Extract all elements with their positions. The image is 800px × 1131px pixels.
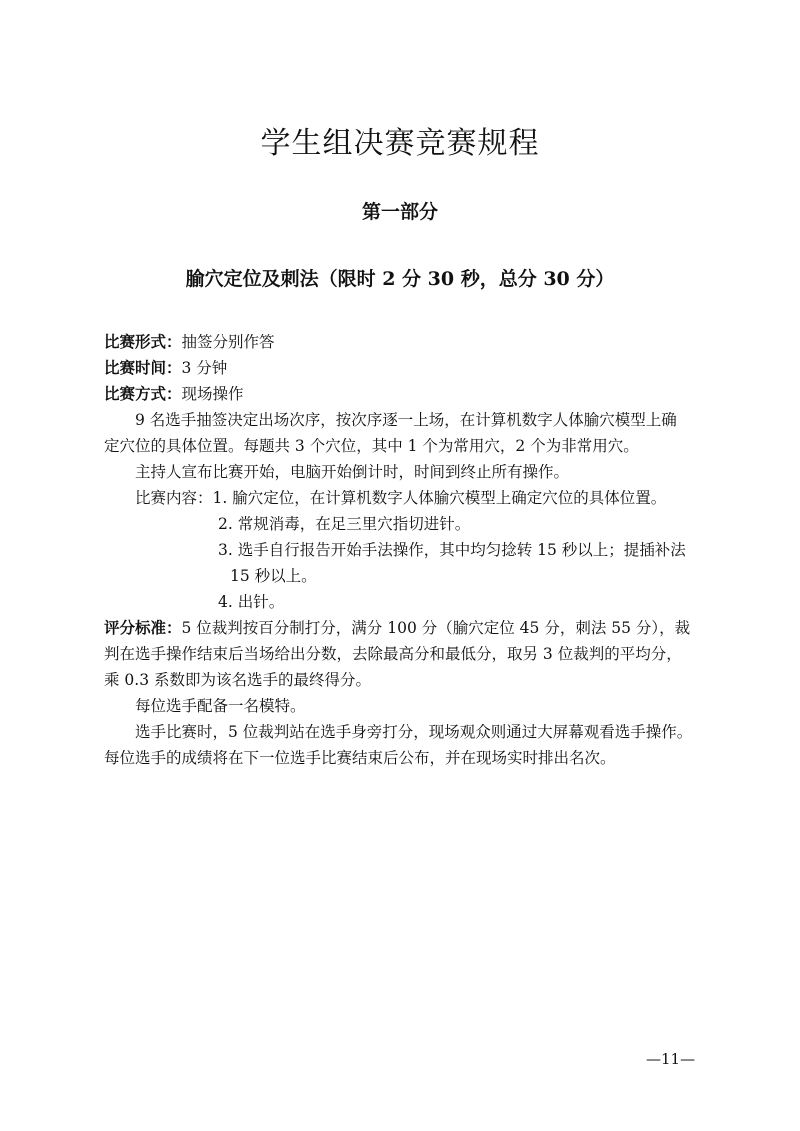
method-value: 现场操作 xyxy=(181,385,244,403)
time-line xyxy=(104,355,704,381)
format-value: 抽签分别作答 xyxy=(181,333,275,351)
time-label: 比赛时间： xyxy=(104,358,182,377)
method-line xyxy=(104,381,704,407)
paragraph-line: 定穴位的具体位置。每题共 3 个穴位，其中 1 个为常用穴，2 个为非常用穴。 xyxy=(104,437,639,455)
content-item: 3. 选手自行报告开始手法操作，其中均匀捻转 15 秒以上；提插补法 xyxy=(218,541,686,559)
part-heading: 第一部分 xyxy=(361,201,438,223)
scoring-text: 判在选手操作结束后当场给出分数，去除最高分和最低分，取另 3 位裁判的平均分， xyxy=(104,645,682,663)
content-label: 比赛内容： xyxy=(135,489,213,507)
scoring-text: 5 位裁判按百分制打分，满分 100 分（腧穴定位 45 分，刺法 55 分），裁 xyxy=(181,619,691,637)
scoring-line xyxy=(104,615,704,641)
content-item: 2. 常规消毒，在足三里穴指切进针。 xyxy=(218,515,471,533)
page-number: —11— xyxy=(646,1050,696,1068)
format-label: 比赛形式： xyxy=(104,332,182,351)
scoring-label: 评分标准： xyxy=(104,618,182,637)
paragraph-line: 9 名选手抽签决定出场次序，按次序逐一上场，在计算机数字人体腧穴模型上确 xyxy=(135,411,677,429)
page-title: 学生组决赛竞赛规程 xyxy=(260,126,540,161)
content-item: 15 秒以上。 xyxy=(230,567,317,585)
paragraph-line: 主持人宣布比赛开始，电脑开始倒计时，时间到终止所有操作。 xyxy=(135,463,570,481)
time-value: 3 分钟 xyxy=(181,359,228,377)
document-body xyxy=(104,329,704,771)
section-heading: 腧穴定位及刺法（限时 2 分 30 秒，总分 30 分） xyxy=(185,268,615,290)
method-label: 比赛方式： xyxy=(104,384,182,403)
content-item: 1. 腧穴定位，在计算机数字人体腧穴模型上确定穴位的具体位置。 xyxy=(212,489,667,507)
paragraph-line: 每位选手配备一名模特。 xyxy=(135,697,306,715)
paragraph-line: 选手比赛时，5 位裁判站在选手身旁打分，现场观众则通过大屏幕观看选手操作。 xyxy=(135,723,693,741)
content-line xyxy=(104,485,704,511)
content-item: 4. 出针。 xyxy=(218,593,285,611)
scoring-text: 乘 0.3 系数即为该名选手的最终得分。 xyxy=(104,671,372,689)
paragraph-line: 每位选手的成绩将在下一位选手比赛结束后公布，并在现场实时排出名次。 xyxy=(104,749,616,767)
format-line xyxy=(104,329,704,355)
